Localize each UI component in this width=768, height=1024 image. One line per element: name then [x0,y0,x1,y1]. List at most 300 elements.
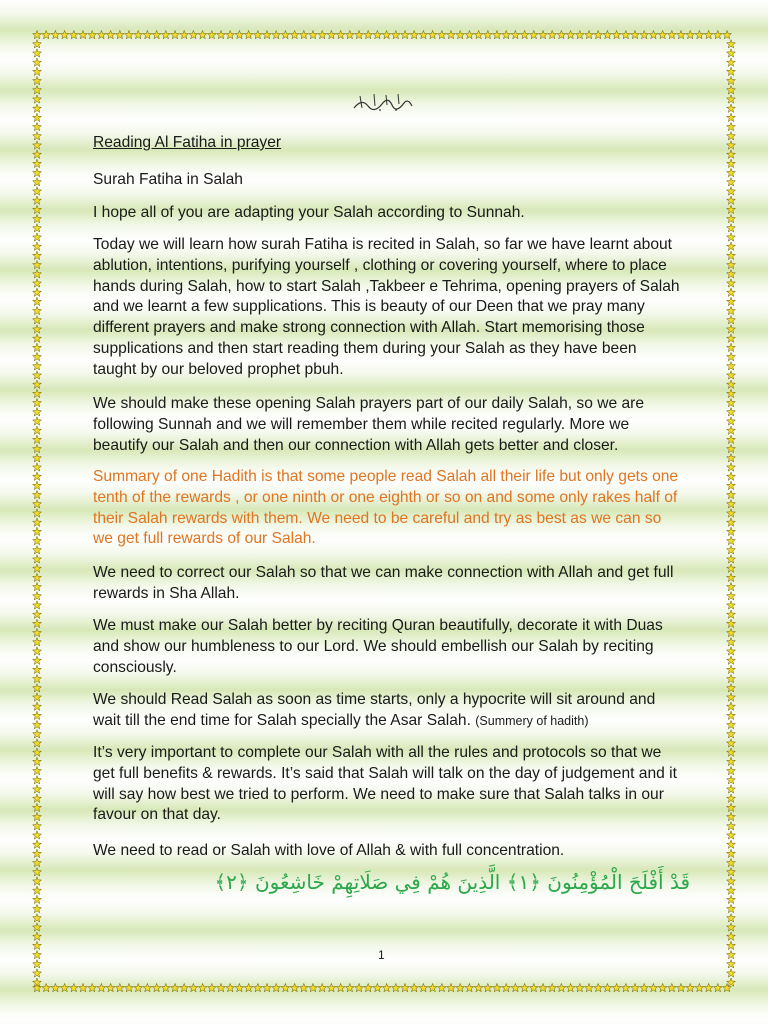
star-icon [727,362,736,370]
star-icon [263,983,272,991]
star-icon [60,983,69,991]
star-icon [695,30,704,38]
star-icon [419,30,428,38]
star-icon [695,983,704,991]
star-icon [207,30,216,38]
star-icon [33,159,42,167]
star-icon [33,352,42,360]
star-icon [727,417,736,425]
star-icon [69,983,78,991]
star-icon [713,983,722,991]
star-icon [727,950,736,958]
star-icon [727,923,736,931]
star-icon [548,983,557,991]
star-icon [382,30,391,38]
star-icon [585,983,594,991]
star-icon [727,150,736,158]
star-icon [33,831,42,839]
star-icon [33,536,42,544]
star-icon [33,196,42,204]
star-icon [727,141,736,149]
star-icon [727,297,736,305]
paragraph: We need to read or Salah with love of Allah & with full concentration. [93,842,565,859]
star-icon [727,251,736,259]
star-icon [33,306,42,314]
star-icon [189,983,198,991]
star-icon [401,30,410,38]
star-icon [727,555,736,563]
star-icon [33,30,42,38]
star-icon [33,122,42,130]
star-icon [727,444,736,452]
star-icon [373,983,382,991]
star-icon [33,656,42,664]
star-icon [33,730,42,738]
star-icon [42,30,51,38]
star-icon [727,509,736,517]
star-icon [33,490,42,498]
star-icon [594,30,603,38]
star-icon [327,983,336,991]
star-icon [79,983,88,991]
star-icon [364,30,373,38]
paragraph: We must make our Salah better by reciting Quran beautifully, decorate it with Duas and show our humbleness to our Lord. We should embellish our Salah by reciting consciously. [93,617,663,676]
star-icon [299,983,308,991]
star-icon [727,472,736,480]
star-icon [33,941,42,949]
star-icon [336,983,345,991]
star-icon [686,30,695,38]
star-icon [189,30,198,38]
subtitle: Surah Fatiha in Salah [93,171,243,188]
star-icon [318,30,327,38]
star-icon [336,30,345,38]
star-icon [727,527,736,535]
star-icon [33,803,42,811]
star-icon [727,730,736,738]
star-icon [456,30,465,38]
star-icon [33,132,42,140]
star-icon [727,380,736,388]
star-icon [723,30,732,38]
star-icon [727,426,736,434]
star-icon [33,233,42,241]
star-icon [727,132,736,140]
star-icon [727,895,736,903]
star-icon [727,904,736,912]
star-icon [33,500,42,508]
star-icon [33,104,42,112]
document-title: Reading Al Fatiha in prayer [93,134,282,151]
star-icon [33,288,42,296]
star-icon [33,610,42,618]
star-icon [727,739,736,747]
star-icon [727,601,736,609]
star-icon [727,610,736,618]
star-icon [33,426,42,434]
star-icon [309,30,318,38]
star-icon [704,30,713,38]
star-icon [474,30,483,38]
star-icon [575,983,584,991]
star-icon [727,260,736,268]
star-icon [727,619,736,627]
star-icon [631,983,640,991]
star-icon [727,831,736,839]
star-icon [727,546,736,554]
star-icon [727,242,736,250]
star-icon [704,983,713,991]
star-icon [33,868,42,876]
star-icon [253,30,262,38]
star-icon [391,983,400,991]
star-icon [143,30,152,38]
star-icon [115,30,124,38]
star-icon [612,30,621,38]
paragraph: It’s very important to complete our Salah with all the rules and protocols so that we get full benefits & rewards. It’s said that Salah will talk on the day of judgement and it will say how best we tried to perform. We need to make sure that Salah talks in our favour on that day. [93,744,677,824]
star-icon [575,30,584,38]
star-icon [33,408,42,416]
star-icon [33,886,42,894]
star-icon [33,518,42,526]
star-icon [235,30,244,38]
star-icon [566,983,575,991]
star-icon [727,334,736,342]
star-icon [33,555,42,563]
star-icon [529,30,538,38]
star-icon [33,914,42,922]
star-icon [33,509,42,517]
star-icon [727,684,736,692]
star-icon [217,983,226,991]
star-icon [727,435,736,443]
star-icon [483,983,492,991]
star-icon [640,983,649,991]
star-icon [33,444,42,452]
star-icon [594,983,603,991]
star-icon [727,877,736,885]
star-icon [727,270,736,278]
star-icon [727,168,736,176]
star-icon [727,978,736,986]
star-icon [493,30,502,38]
star-icon [33,822,42,830]
star-icon [355,30,364,38]
star-icon [557,30,566,38]
star-icon [727,582,736,590]
paragraph: Today we will learn how surah Fatiha is recited in Salah, so far we have learnt about ablution, intentions, purifying yourself , clothing or covering yourself, where to place hands during Salah, how to start Salah ,Takbeer e Tehrima, opening prayers of Salah and we learnt a few supplications. This is beauty of our Deen that we pray many different prayers and make strong connection with Allah. Start memorising those supplications and then start reading them during your Salah as they have been taught by our beloved prophet pbuh. [93,236,680,378]
star-icon [33,638,42,646]
star-icon [727,822,736,830]
star-icon [548,30,557,38]
star-icon [115,983,124,991]
star-icon [33,647,42,655]
star-icon [727,674,736,682]
star-icon [447,30,456,38]
star-icon [152,30,161,38]
star-icon [33,251,42,259]
star-icon [493,983,502,991]
star-icon [272,30,281,38]
star-icon [33,720,42,728]
star-icon [382,983,391,991]
star-icon [727,205,736,213]
star-icon [727,104,736,112]
star-icon [198,983,207,991]
star-icon [727,720,736,728]
star-icon [727,803,736,811]
star-icon [33,297,42,305]
star-icon [33,214,42,222]
star-icon [88,983,97,991]
star-icon [727,693,736,701]
star-icon [33,546,42,554]
star-icon [456,983,465,991]
star-icon [621,983,630,991]
star-icon [511,983,520,991]
star-icon [33,693,42,701]
star-icon [727,886,736,894]
star-icon [33,601,42,609]
star-icon [281,30,290,38]
star-icon [33,435,42,443]
star-icon [727,325,736,333]
star-icon [97,983,106,991]
star-icon [727,86,736,94]
page-number: 1 [378,948,385,962]
star-icon [33,380,42,388]
star-icon [419,983,428,991]
star-icon [727,454,736,462]
star-icon [180,983,189,991]
star-icon [658,30,667,38]
star-icon [33,58,42,66]
star-icon [727,40,736,48]
star-icon [727,122,736,130]
star-icon [290,30,299,38]
star-icon [33,168,42,176]
star-icon [727,58,736,66]
star-icon [33,178,42,186]
star-icon [727,794,736,802]
star-icon [727,67,736,75]
star-icon [667,30,676,38]
star-icon [33,76,42,84]
star-icon [33,334,42,342]
star-icon [727,214,736,222]
star-icon [727,969,736,977]
star-icon [727,840,736,848]
star-icon [520,983,529,991]
star-icon [727,914,736,922]
star-icon [33,316,42,324]
star-icon [33,619,42,627]
star-icon [309,983,318,991]
star-icon [727,628,736,636]
star-icon [318,983,327,991]
star-icon [437,983,446,991]
hadith-summary-paragraph: Summary of one Hadith is that some people read Salah all their life but only gets one tenth of the rewards , or one ninth or one eighth or so on and some only rakes half of their Salah rewards with them. We need to be careful and try as best as we can so we get full rewards of our Salah. [93,468,679,548]
star-icon [391,30,400,38]
star-icon [33,86,42,94]
star-icon [33,389,42,397]
star-icon [161,30,170,38]
star-icon [33,141,42,149]
star-icon [152,983,161,991]
star-icon [373,30,382,38]
star-icon [686,983,695,991]
star-icon [658,983,667,991]
star-icon [727,858,736,866]
star-icon [727,224,736,232]
star-icon [33,858,42,866]
star-icon [33,785,42,793]
star-icon [134,983,143,991]
star-icon [33,932,42,940]
star-icon [727,757,736,765]
star-icon [727,748,736,756]
star-icon [33,205,42,213]
star-icon [33,684,42,692]
star-icon [727,279,736,287]
star-icon [33,674,42,682]
star-icon [33,794,42,802]
star-icon [33,224,42,232]
star-icon [134,30,143,38]
star-icon [727,352,736,360]
star-icon [33,454,42,462]
star-icon [401,983,410,991]
star-icon [727,518,736,526]
star-icon [33,95,42,103]
star-icon [33,582,42,590]
star-icon [60,30,69,38]
star-icon [727,159,736,167]
star-icon [727,76,736,84]
paragraph: We need to correct our Salah so that we can make connection with Allah and get full rewards in Sha Allah. [93,564,674,602]
star-icon [106,983,115,991]
star-icon [727,868,736,876]
star-icon [33,40,42,48]
star-icon [585,30,594,38]
star-icon [33,260,42,268]
star-icon [33,573,42,581]
star-icon [640,30,649,38]
star-icon [33,187,42,195]
star-icon [428,30,437,38]
star-icon [33,748,42,756]
star-icon [677,983,686,991]
star-icon [727,306,736,314]
star-icon [33,849,42,857]
star-icon [33,527,42,535]
star-icon [727,196,736,204]
star-icon [33,270,42,278]
star-icon [667,983,676,991]
star-icon [474,983,483,991]
star-icon [226,30,235,38]
star-icon [727,49,736,57]
star-icon [51,30,60,38]
star-icon [33,564,42,572]
star-icon [727,766,736,774]
star-icon [125,30,134,38]
star-icon [566,30,575,38]
star-icon [33,49,42,57]
star-icon [33,812,42,820]
star-icon [520,30,529,38]
star-icon [364,983,373,991]
paragraph: I hope all of you are adapting your Salah according to Sunnah. [93,204,525,221]
star-icon [33,766,42,774]
paragraph: We should make these opening Salah prayers part of our daily Salah, so we are following Sunnah and we will remember them while recited regularly. More we beautify our Salah and then our connection with Allah gets better and closer. [93,395,645,454]
star-icon [727,960,736,968]
star-icon [727,647,736,655]
star-icon [727,371,736,379]
star-icon [727,113,736,121]
star-icon [727,776,736,784]
star-icon [677,30,686,38]
star-icon [713,30,722,38]
star-icon [465,983,474,991]
star-icon [410,983,419,991]
star-icon [727,490,736,498]
arabic-verse: قَدْ أَفْلَحَ الْمُؤْمِنُونَ ﴿١﴾ الَّذِينَ هُمْ فِي صَلَاتِهِمْ خَاشِعُونَ ﴿٢﴾ [214,870,690,894]
star-icon [437,30,446,38]
star-icon [263,30,272,38]
star-icon [727,656,736,664]
star-icon [727,95,736,103]
star-icon [410,30,419,38]
star-icon [727,500,736,508]
star-icon [33,923,42,931]
star-icon [603,983,612,991]
star-icon [33,417,42,425]
star-icon [299,30,308,38]
star-icon [727,592,736,600]
star-icon [33,702,42,710]
star-icon [502,983,511,991]
star-icon [79,30,88,38]
star-icon [33,463,42,471]
star-icon [33,481,42,489]
star-icon [727,812,736,820]
star-icon [33,592,42,600]
star-icon [727,564,736,572]
star-icon [502,30,511,38]
star-icon [33,398,42,406]
star-icon [97,30,106,38]
star-icon [33,969,42,977]
star-icon [727,932,736,940]
star-icon [529,983,538,991]
star-icon [33,279,42,287]
paragraph [93,690,683,732]
star-icon [727,665,736,673]
star-icon [33,343,42,351]
star-icon [557,983,566,991]
star-icon [612,983,621,991]
star-icon [428,983,437,991]
star-icon [42,983,51,991]
star-icon [603,30,612,38]
star-icon [727,316,736,324]
star-icon [539,30,548,38]
star-icon [727,398,736,406]
bismillah-calligraphy [352,90,414,114]
star-icon [217,30,226,38]
star-icon [161,983,170,991]
